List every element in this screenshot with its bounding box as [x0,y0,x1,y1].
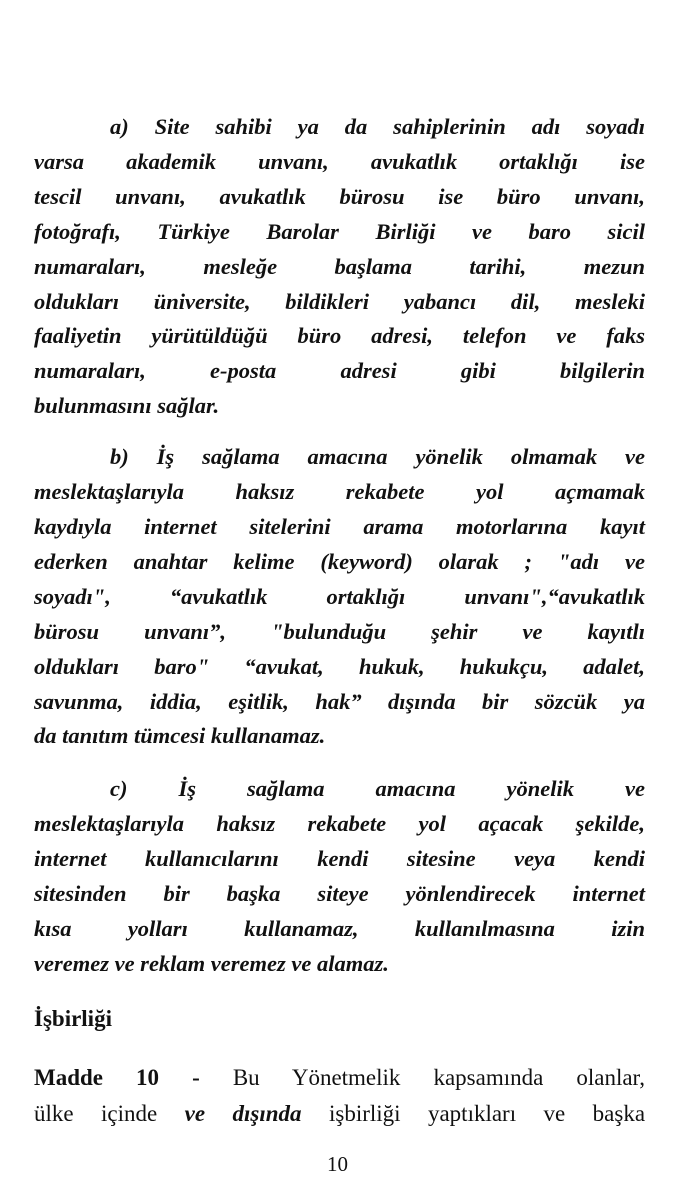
text-line: bulunmasını sağlar. [34,393,220,419]
text-line: numaraları, e-posta adresi gibi bilgilerin [34,358,645,384]
text-line: savunma, iddia, eşitlik, hak” dışında bir sözcük ya [34,688,645,714]
text-line: veremez ve reklam veremez ve alamaz. [34,950,389,976]
text-line: a) Site sahibi ya da sahiplerinin adı soyadı [110,114,645,139]
text-line: varsa akademik unvanı, avukatlık ortaklığı ise [34,148,645,174]
paragraph-c [34,772,645,981]
article-dash: - [192,1064,200,1090]
page-number: 10 [327,1152,348,1176]
article-10-paragraph [34,1060,645,1132]
text-line: tescil unvanı, avukatlık bürosu ise büro unvanı, [34,183,645,209]
text-line: da tanıtım tümcesi kullanamaz. [34,723,326,749]
text-line: c) İş sağlama amacına yönelik ve [110,776,645,802]
text-line: faaliyetin yürütüldüğü büro adresi, telefon ve faks [34,323,645,349]
text-line: sitesinden bir başka siteye yönlendirecek internet [34,881,645,907]
text-line: kısa yolları kullanamaz, kullanılmasına izin [34,915,645,941]
text-line: bürosu unvanı”, "bulunduğu şehir ve kayıtlı [34,618,645,644]
section-heading: İşbirliği [34,1005,112,1031]
text-line: meslektaşlarıyla haksız rekabete yol açmamak [34,479,645,505]
text-line: ederken anahtar kelime (keyword) olarak ; "adı ve [34,548,645,574]
text-line: numaraları, mesleğe başlama tarihi, mezun [34,253,645,279]
article-label: Madde 10 [34,1064,160,1090]
text-line [34,1096,645,1132]
text-line: internet kullanıcılarını kendi sitesine veya kendi [34,846,645,872]
text-line: soyadı", “avukatlık ortaklığı unvanı",“avukatlık [34,583,645,609]
article-text: Bu Yönetmelik kapsamında olanlar, [232,1064,646,1090]
article-emphasis: ve dışında [184,1100,302,1126]
text-line: fotoğrafı, Türkiye Barolar Birliği ve baro sicil [34,218,645,244]
paragraph-a [34,110,645,424]
text-line [34,1060,645,1096]
article-text: işbirliği yaptıkları ve başka [328,1100,646,1126]
text-line: b) İş sağlama amacına yönelik olmamak ve [110,444,645,470]
text-line: kaydıyla internet sitelerini arama motorlarına kayıt [34,513,645,539]
text-line: oldukları üniversite, bildikleri yabancı dil, mesleki [34,288,645,314]
article-text: ülke içinde [34,1100,158,1126]
paragraph-b [34,440,645,754]
text-line: meslektaşlarıyla haksız rekabete yol açacak şekilde, [34,811,645,837]
text-line: oldukları baro" “avukat, hukuk, hukukçu, adalet, [34,653,645,679]
document-page [34,110,645,1132]
